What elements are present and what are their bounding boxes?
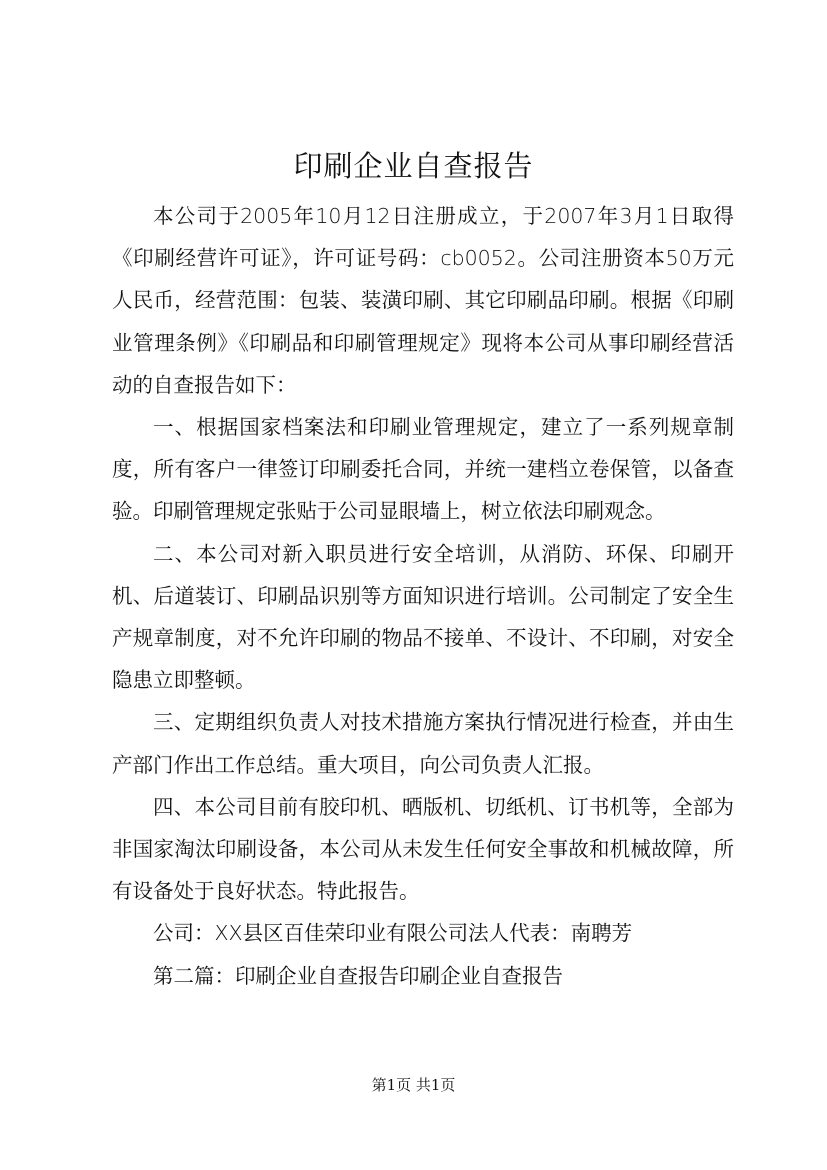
paragraph-intro: 本公司于2005年10月12日注册成立，于2007年3月1日取得《印刷经营许可证》，许可证号码：cb0052。公司注册资本50万元人民币，经营范围：包装、装潢印刷、其它印刷品印刷。根据《印刷业管理条例》《印刷品和印刷管理规定》现将本公司从事印刷经营活动的自查报告如下： bbox=[112, 204, 734, 397]
document-title: 印刷企业自查报告 bbox=[293, 149, 534, 183]
paragraph-item-3: 三、定期组织负责人对技术措施方案执行情况进行检查，并由生产部门作出工作总结。重大项目，向公司负责人汇报。 bbox=[112, 710, 734, 777]
paragraph-item-4: 四、本公司目前有胶印机、晒版机、切纸机、订书机等，全部为非国家淘汰印刷设备，本公司从未发生任何安全事故和机械故障，所有设备处于良好状态。特此报告。 bbox=[112, 794, 734, 904]
paragraph-second-heading: 第二篇：印刷企业自查报告印刷企业自查报告 bbox=[153, 963, 563, 988]
paragraph-item-1: 一、根据国家档案法和印刷业管理规定，建立了一系列规章制度，所有客户一律签订印刷委托合同，并统一建档立卷保管，以备查验。印刷管理规定张贴于公司显眼墙上，树立依法印刷观念。 bbox=[112, 415, 734, 524]
paragraph-item-2: 二、本公司对新入职员进行安全培训，从消防、环保、印刷开机、后道装订、印刷品识别等方面知识进行培训。公司制定了安全生产规章制度，对不允许印刷的物品不接单、不设计、不印刷，对安全隐患立即整顿。 bbox=[112, 541, 734, 693]
paragraph-signature: 公司：XX县区百佳荣印业有限公司法人代表：南聘芳 bbox=[153, 921, 633, 946]
document-body bbox=[112, 195, 734, 997]
page-footer: 第1页 共1页 bbox=[371, 1076, 456, 1094]
